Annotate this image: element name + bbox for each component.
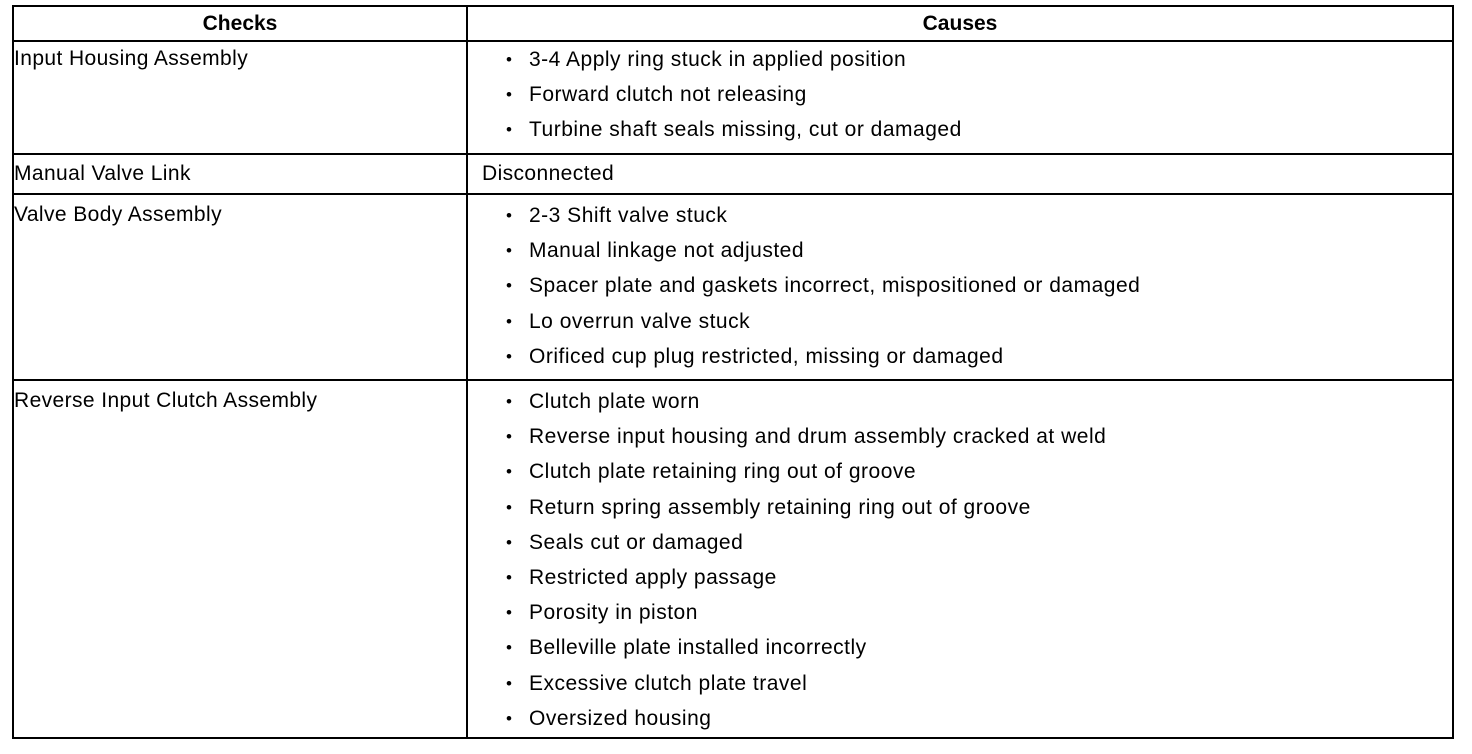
causes-list (468, 198, 1452, 374)
bullet-icon: • (506, 311, 513, 331)
causes-cell (467, 194, 1453, 380)
table-row (13, 380, 1453, 738)
cause-item: • Restricted apply passage (468, 560, 1452, 595)
cause-item: • Lo overrun valve stuck (468, 304, 1452, 339)
bullet-icon: • (506, 392, 513, 411)
causes-header: Causes (467, 6, 1453, 41)
cause-item: • Seals cut or damaged (468, 525, 1452, 560)
cause-text: Disconnected (482, 162, 615, 185)
diagnosis-table (12, 5, 1454, 739)
cause-item: • Forward clutch not releasing (468, 77, 1452, 112)
table-row (13, 194, 1453, 380)
causes-cell (467, 380, 1453, 738)
bullet-icon: • (506, 532, 513, 552)
bullet-icon: • (506, 603, 513, 623)
cause-item: • Belleville plate installed incorrectly (468, 630, 1452, 665)
bullet-icon: • (506, 120, 513, 140)
cause-item: • Turbine shaft seals missing, cut or damaged (468, 112, 1452, 147)
bullet-icon: • (506, 708, 513, 728)
bullet-icon: • (506, 50, 513, 69)
cause-item: • Porosity in piston (468, 595, 1452, 630)
bullet-icon: • (506, 85, 513, 105)
bullet-icon: • (506, 497, 513, 517)
bullet-icon: • (506, 567, 513, 587)
causes-cell (467, 154, 1453, 194)
cause-item: • Clutch plate worn (468, 384, 1452, 419)
cause-item: • Manual linkage not adjusted (468, 233, 1452, 268)
bullet-icon: • (506, 276, 513, 296)
header-row (13, 6, 1453, 41)
check-cell: Valve Body Assembly (13, 194, 467, 380)
cause-item: • 3-4 Apply ring stuck in applied position (468, 42, 1452, 77)
table-row (13, 41, 1453, 154)
causes-list (468, 42, 1452, 148)
cause-item: • Orificed cup plug restricted, missing or damaged (468, 339, 1452, 374)
cause-item: • 2-3 Shift valve stuck (468, 198, 1452, 233)
check-cell: Input Housing Assembly (13, 41, 467, 154)
cause-item: • Excessive clutch plate travel (468, 666, 1452, 701)
check-cell: Reverse Input Clutch Assembly (13, 380, 467, 738)
bullet-icon: • (506, 427, 513, 447)
cause-item: • Oversized housing (468, 701, 1452, 736)
check-cell: Manual Valve Link (13, 154, 467, 194)
bullet-icon: • (506, 241, 513, 261)
checks-header: Checks (13, 6, 467, 41)
cause-item: • Spacer plate and gaskets incorrect, mispositioned or damaged (468, 268, 1452, 303)
bullet-icon: • (506, 462, 513, 482)
cause-item: • Return spring assembly retaining ring out of groove (468, 490, 1452, 525)
bullet-icon: • (506, 673, 513, 693)
causes-list (468, 384, 1452, 736)
bullet-icon: • (506, 346, 513, 366)
table-row (13, 154, 1453, 194)
cause-item: • Reverse input housing and drum assembly cracked at weld (468, 419, 1452, 454)
bullet-icon: • (506, 206, 513, 225)
causes-cell (467, 41, 1453, 154)
cause-item: • Clutch plate retaining ring out of groove (468, 454, 1452, 489)
bullet-icon: • (506, 638, 513, 658)
